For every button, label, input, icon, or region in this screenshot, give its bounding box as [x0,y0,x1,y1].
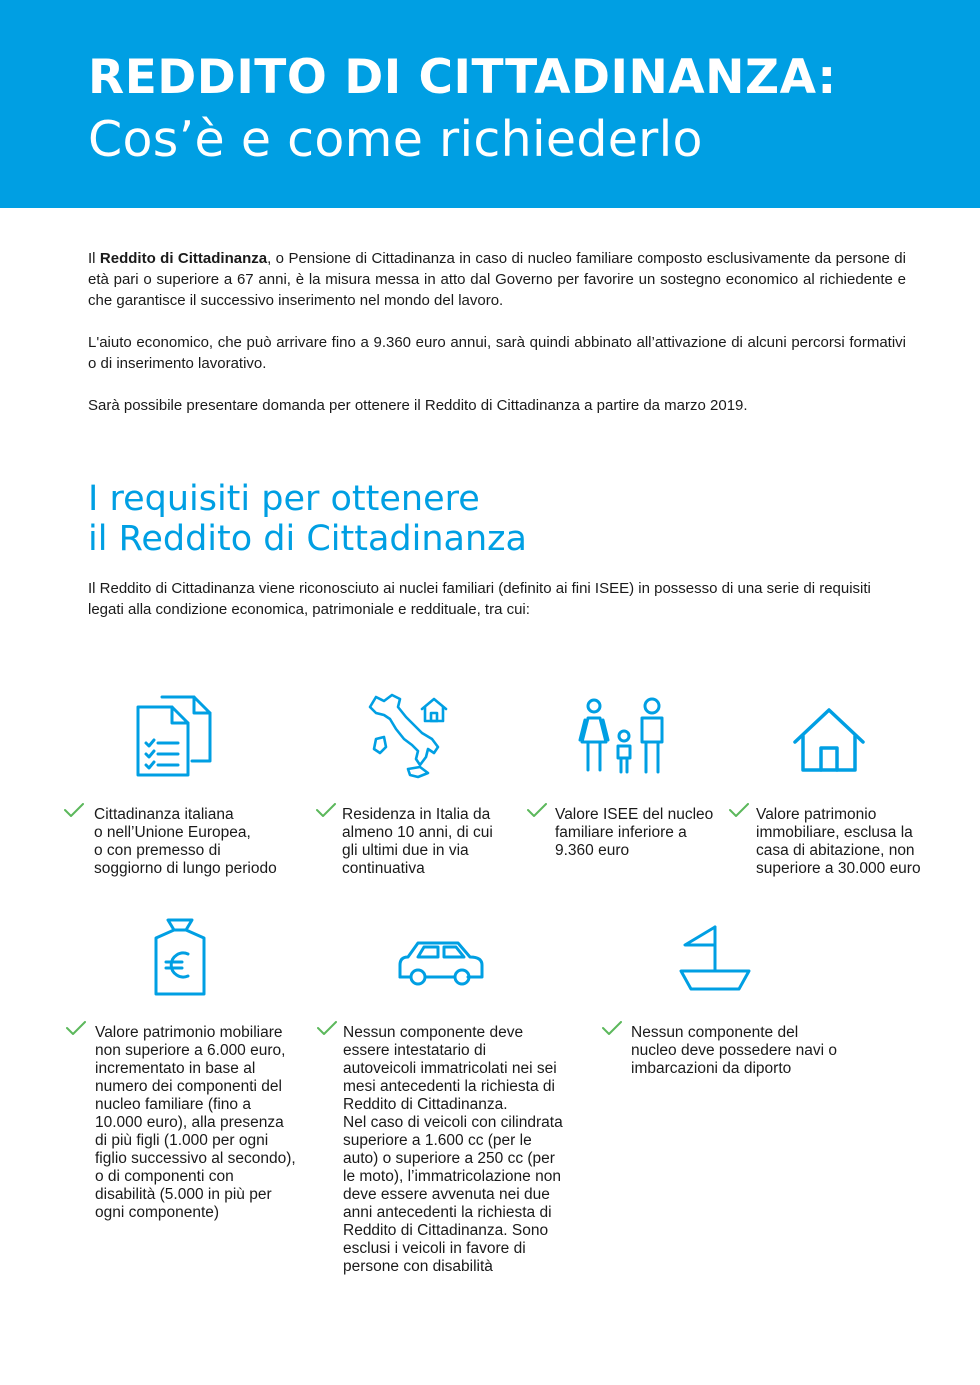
requirement-real-estate: Valore patrimonio immobiliare, esclusa la casa di abitazione, non superiore a 30.000 euro [756,806,921,877]
requirements-title-line-2: il Reddito di Cittadinanza [88,519,527,559]
page-title: REDDITO DI CITTADINANZA: [88,50,837,105]
car-icon [396,935,486,989]
intro-p1-rest: , o Pensione di Cittadinanza in caso di nucleo familiare composto esclusivamente da persone di età pari o superiore a 67 anni, è la misura messa in atto dal Governo per favorire un sostegno economico al richiedente e che garantisce il successivo inserimento nel mondo del lavoro. [88,250,906,309]
intro-p1-bold: Reddito di Cittadinanza [99,250,268,267]
requirement-vehicles: Nessun componente deve essere intestatario di autoveicoli immatricolati nei sei mesi antecedenti la richiesta di Reddito di Cittadinanza. Nel caso di veicoli con cilindrata superiore a 1.600 cc (per le auto) o superiore a 250 cc (per le moto), l’immatricolazione non deve essere avvenuta nei due anni antecedenti la richiesta di Reddito di Cittadinanza. Sono esclusi i veicoli in favore di persone con disabilità [343,1024,563,1275]
header-banner [0,0,980,208]
intro-paragraph-3: Sarà possibile presentare domanda per ottenere il Reddito di Cittadinanza a partire da marzo 2019. [88,397,748,414]
house-icon [791,706,867,774]
documents-icon [134,693,214,779]
family-icon [578,696,668,776]
requirement-boats: Nessun componente del nucleo deve possedere navi o imbarcazioni da diporto [631,1024,837,1077]
requirement-residence: Residenza in Italia da almeno 10 anni, di cui gli ultimi due in via continuativa [342,806,493,877]
requirements-title-line-1: I requisiti per ottenere [88,479,480,519]
boat-icon [677,923,753,993]
check-icon [316,803,336,817]
intro-paragraph-1 [88,248,906,311]
check-icon [317,1021,337,1035]
check-icon [602,1021,622,1035]
intro-paragraph-2: L'aiuto economico, che può arrivare fino a 9.360 euro annui, sarà quindi abbinato all’attivazione di alcuni percorsi formativi o di inserimento lavorativo. [88,334,906,372]
intro-p1-lead: Il [88,250,100,267]
intro-text [88,248,906,437]
euro-bag-icon [146,916,214,998]
check-icon [66,1021,86,1035]
check-icon [527,803,547,817]
requirement-movable-assets: Valore patrimonio mobiliare non superiore a 6.000 euro, incrementato in base al numero dei componenti del nucleo familiare (fino a 10.000 euro), alla presenza di più figli (1.000 per ogni figlio successivo al secondo), o di componenti con disabilità (5.000 in più per ogni componente) [95,1024,296,1221]
italy-map-house-icon [362,689,458,785]
requirements-title [88,479,527,559]
check-icon [729,803,749,817]
page-subtitle: Cos’è e come richiederlo [88,111,703,168]
requirements-intro: Il Reddito di Cittadinanza viene riconosciuto ai nuclei familiari (definito ai fini ISEE) in possesso di una serie di requisiti legati alla condizione economica, patrimoniale e reddituale, tra cui: [88,580,871,618]
check-icon [64,803,84,817]
requirement-isee: Valore ISEE del nucleo familiare inferiore a 9.360 euro [555,806,714,859]
requirement-citizenship: Cittadinanza italiana o nell’Unione Europea, o con premesso di soggiorno di lungo periodo [94,806,277,877]
